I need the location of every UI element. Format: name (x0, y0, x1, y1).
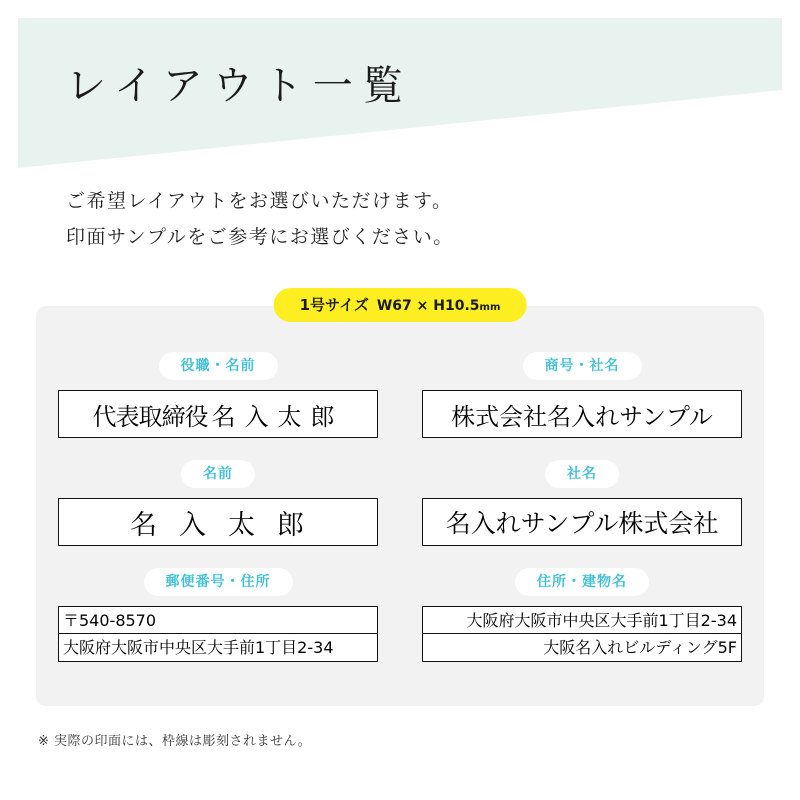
stamp-text: 株式会社名入れサンプル (451, 402, 713, 431)
stamp-text-line-1: 大阪府大阪市中央区大手前1丁目2-34 (423, 607, 741, 634)
footer-note: ※ 実際の印面には、枠線は彫刻されません。 (38, 734, 312, 749)
layout-option-title-name[interactable] (36, 352, 400, 460)
stamp-preview (422, 606, 742, 662)
stamp-text-line-2: 大阪名入れビルディング5F (543, 638, 737, 657)
layout-grid (36, 352, 764, 684)
layout-caption: 名前 (181, 460, 255, 488)
stamp-preview (58, 390, 378, 438)
layout-option-address-building[interactable] (400, 568, 764, 684)
layout-option-company[interactable] (400, 460, 764, 568)
stamp-text-post: 代表取締役 (92, 402, 208, 431)
page-inner (18, 18, 782, 782)
layout-caption: 役職・名前 (159, 352, 278, 380)
lead-text (66, 183, 454, 255)
stamp-preview (58, 498, 378, 546)
stamp-preview (422, 498, 742, 546)
layout-caption: 商号・社名 (523, 352, 642, 380)
lead-line-1: ご希望レイアウトをお選びいただけます。 (66, 190, 453, 212)
lead-line-2: 印面サンプルをご参考にお選びください。 (66, 226, 454, 248)
stamp-preview (58, 606, 378, 662)
size-badge-unit: mm (479, 302, 501, 313)
page-title: レイアウト一覧 (66, 63, 413, 109)
stamp-text-line-2: 大阪府大阪市中央区大手前1丁目2-34 (63, 638, 334, 657)
size-badge (274, 288, 527, 322)
stamp-preview (422, 390, 742, 438)
size-badge-name: 1号サイズ (299, 296, 369, 314)
stamp-text-line-1: 〒540-8570 (59, 607, 377, 634)
layout-option-zip-address[interactable] (36, 568, 400, 684)
layout-samples-panel (36, 296, 764, 706)
stamp-text: 名入太郎 (130, 509, 326, 541)
layout-caption: 社名 (545, 460, 619, 488)
layout-option-company-full[interactable] (400, 352, 764, 460)
layout-caption: 郵便番号・住所 (144, 568, 293, 596)
layout-caption: 住所・建物名 (515, 568, 649, 596)
layout-option-name[interactable] (36, 460, 400, 568)
stamp-text (93, 397, 344, 432)
stamp-text-name: 名入太郎 (211, 402, 344, 431)
size-badge-dimensions: W67 × H10.5 (376, 298, 480, 314)
stamp-text: 名入れサンプル株式会社 (445, 509, 719, 538)
